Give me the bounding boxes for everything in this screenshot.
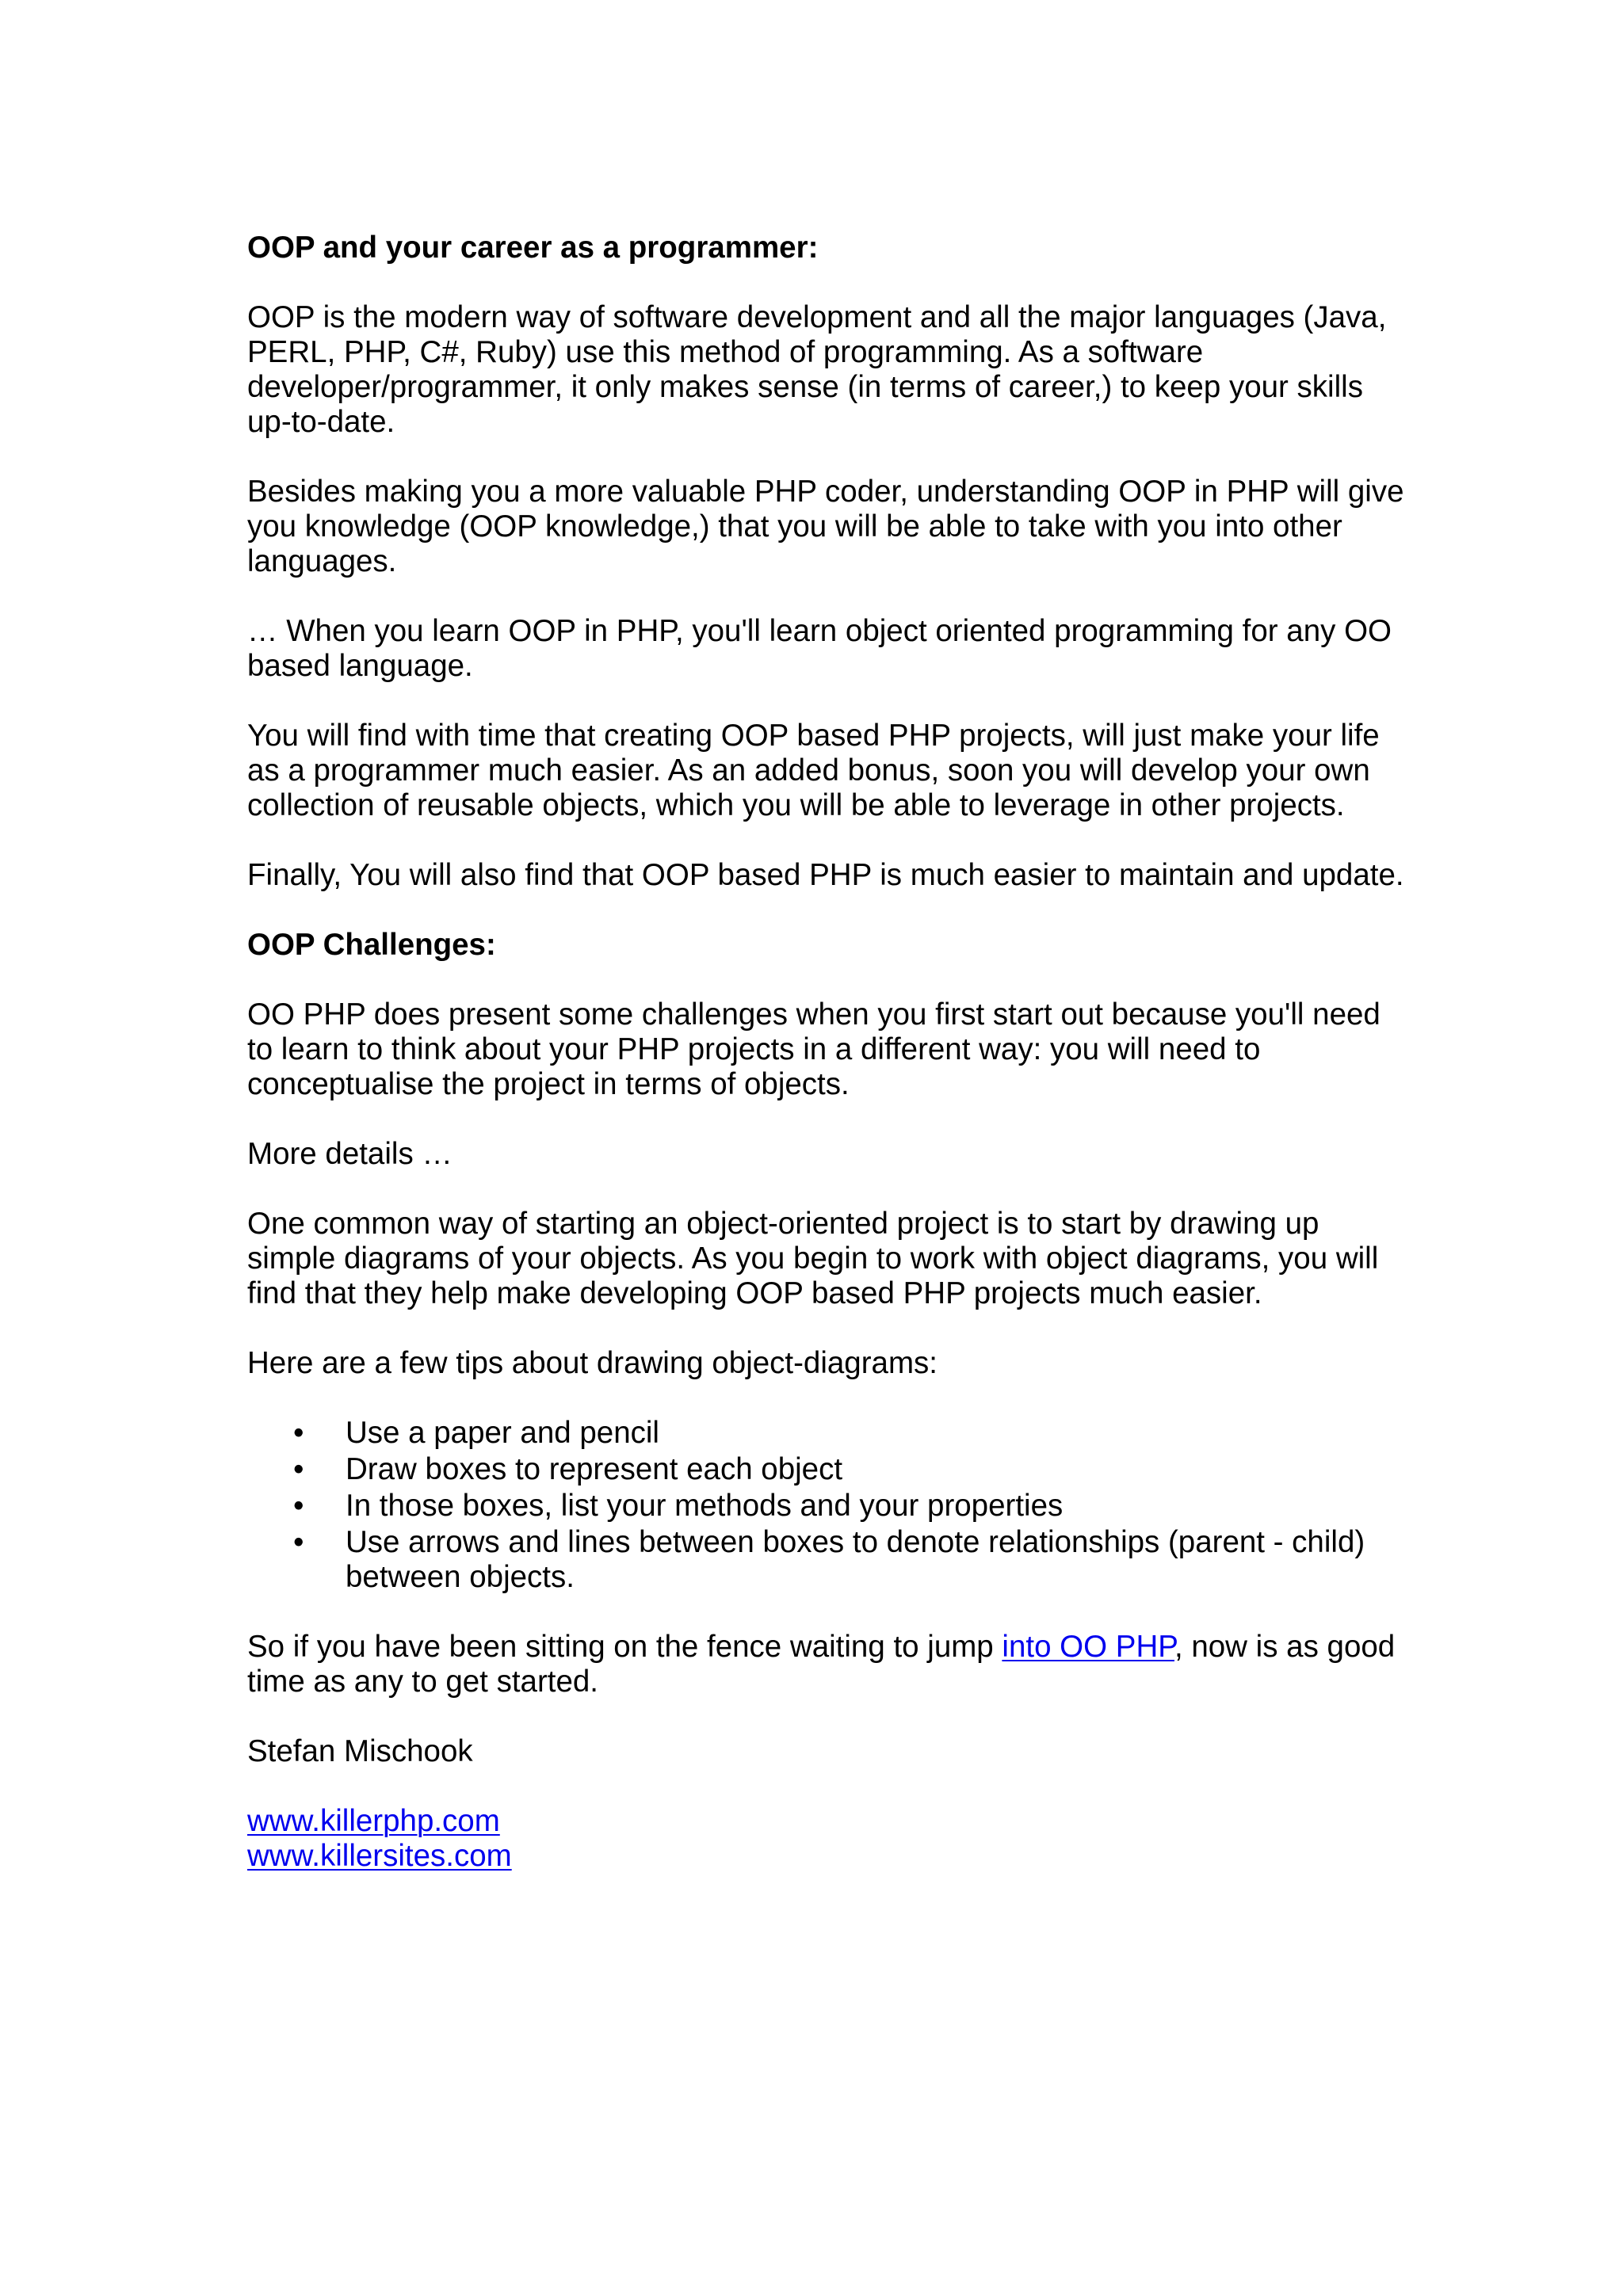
tip-text: Use arrows and lines between boxes to denote relationships (parent - child) between objects. (346, 1525, 1365, 1594)
career-paragraph-3: … When you learn OOP in PHP, you'll learn object oriented programming for any OO based language. (247, 614, 1392, 683)
bullet-icon: • (293, 1452, 304, 1486)
tip-text: Draw boxes to represent each object (346, 1452, 843, 1486)
career-paragraph-1: OOP is the modern way of software development and all the major languages (Java, PERL, PHP, C#, Ruby) use this method of programming. As a software developer/programmer, it only makes sense (in terms of career,) to keep your skills up-to-date. (247, 300, 1387, 439)
list-item (247, 1452, 1404, 1487)
career-paragraph-2: Besides making you a more valuable PHP coder, understanding OOP in PHP will give you knowledge (OOP knowledge,) that you will be able to take with you into other languages. (247, 475, 1404, 578)
list-item (247, 1525, 1404, 1595)
career-paragraph-4: You will find with time that creating OOP based PHP projects, will just make your life as a programmer much easier. As an added bonus, soon you will develop your own collection of reusable objects, which you will be able to leverage in other projects. (247, 719, 1380, 822)
challenges-heading: OOP Challenges: (247, 928, 496, 962)
career-heading: OOP and your career as a programmer: (247, 231, 819, 265)
tip-text: In those boxes, list your methods and your properties (346, 1489, 1064, 1523)
career-paragraph-5: Finally, You will also find that OOP based PHP is much easier to maintain and update. (247, 858, 1404, 892)
list-item (247, 1489, 1404, 1524)
killerphp-link[interactable]: www.killerphp.com (247, 1804, 500, 1838)
challenges-paragraph-2: More details … (247, 1137, 453, 1171)
tips-intro: Here are a few tips about drawing object-diagrams: (247, 1346, 938, 1380)
into-oo-php-link[interactable]: into OO PHP (1002, 1630, 1174, 1664)
list-item (247, 1416, 1404, 1451)
challenges-paragraph-1: OO PHP does present some challenges when you first start out because you'll need to learn to think about your PHP projects in a different way: you will need to conceptualise the project in terms of objects. (247, 997, 1381, 1101)
bullet-icon: • (293, 1416, 304, 1450)
tips-list (247, 1416, 1404, 1595)
bullet-icon: • (293, 1489, 304, 1523)
challenges-paragraph-3: One common way of starting an object-oriented project is to start by drawing up simple diagrams of your objects. As you begin to work with object diagrams, you will find that they help make developing OOP based PHP projects much easier. (247, 1207, 1379, 1310)
closing-text-before: So if you have been sitting on the fence waiting to jump (247, 1630, 1002, 1664)
closing-text-after: , now is as good time as any to get started. (247, 1630, 1396, 1699)
closing-paragraph (247, 1630, 1404, 1699)
killersites-link[interactable]: www.killersites.com (247, 1839, 512, 1873)
website-links (247, 1804, 1404, 1874)
bullet-icon: • (293, 1525, 304, 1559)
author-name: Stefan Mischook (247, 1734, 473, 1768)
tip-text: Use a paper and pencil (346, 1416, 659, 1450)
document-page (247, 231, 1404, 1874)
